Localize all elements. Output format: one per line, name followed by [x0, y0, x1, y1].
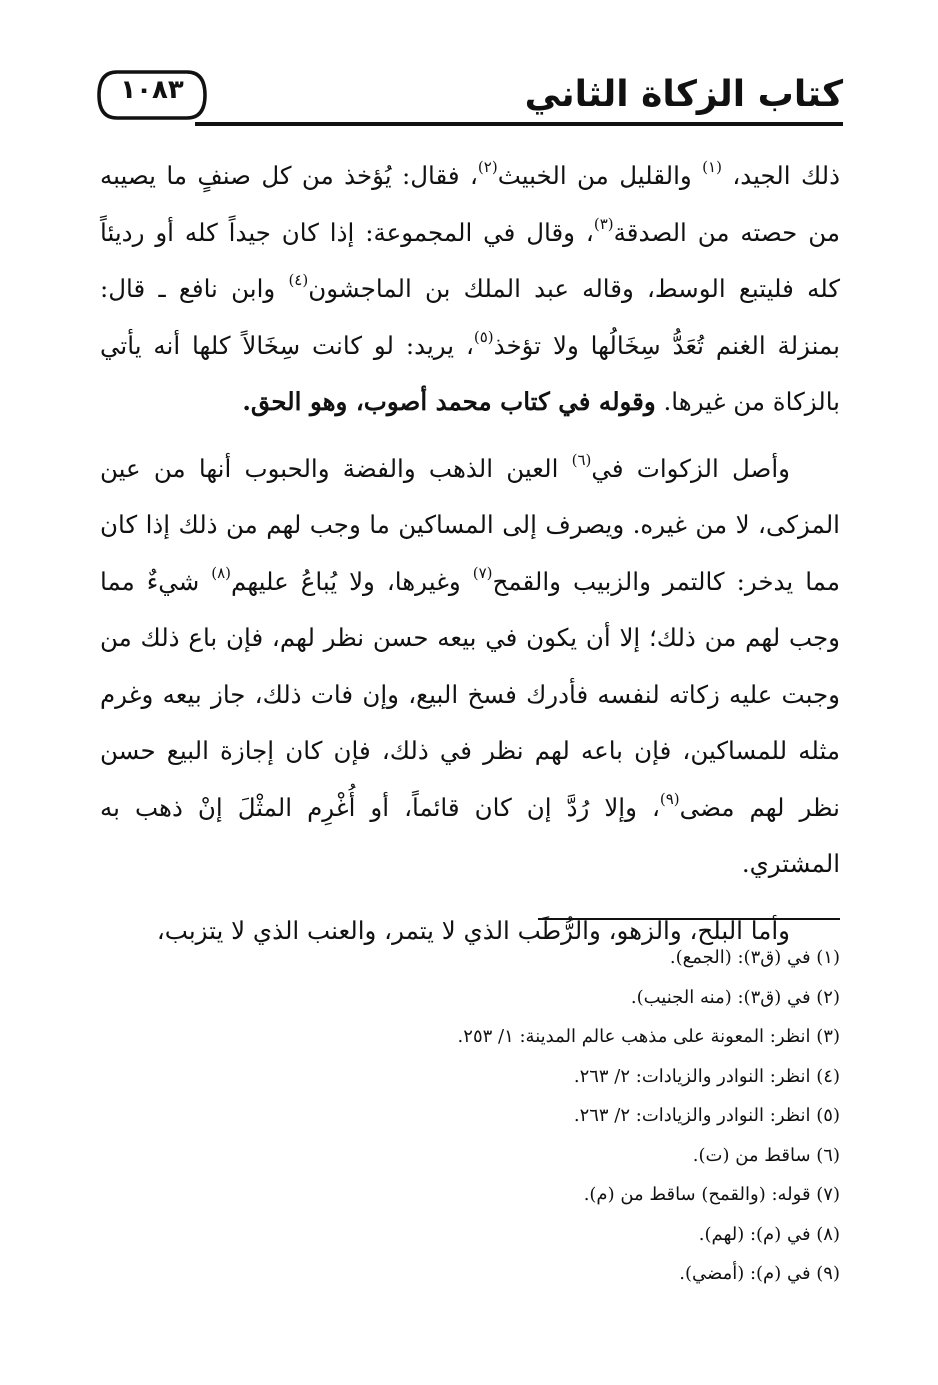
footnote: (٤) انظر: النوادر والزيادات: ٢/ ٢٦٣.: [573, 1065, 840, 1087]
footnote: (٧) قوله: (والقمح) ساقط من (م).: [583, 1184, 840, 1205]
text-run: وغيرها، ولا يُباعُ عليهم: [231, 566, 473, 596]
footnote-reference: (٢): [477, 158, 498, 176]
text-run: ذلك الجيد،: [721, 161, 840, 190]
footnote: (٦) ساقط من (ت).: [692, 1144, 840, 1166]
footnote-separator: [538, 918, 840, 920]
footnote-reference: (٣): [593, 214, 614, 233]
text-run: العين الذهب والفضة والحبوب أنها من عين المزكى، لا من غيره. ويصرف إلى المساكين ما وجب لهم من ذلك إذا كان مما يدخر: كالتمر والزبيب والقمح: [100, 453, 840, 596]
page-number: ١٠٨٣: [120, 75, 184, 105]
footnote-reference: (٤): [288, 271, 309, 289]
footnote: (٣) انظر: المعونة على مذهب عالم المدينة: ١/ ٢٥٣.: [457, 1026, 840, 1047]
footnotes: [300, 938, 840, 1294]
bold-text: وقوله في كتاب محمد أصوب، وهو الحق.: [242, 387, 656, 416]
text-run: شيءٌ مما وجب لهم من ذلك؛ إلا أن يكون في بيعه حسن نظر لهم، فإن باع ذلك من وجبت عليه زكاته لنفسه فأدرك فسخ البيع، وإن فات ذلك، جاز بيعه وغرم مثله للمساكين، فإن باعه لهم نظر في ذلك، فإن كان إجازة البيع حسن نظر لهم مضى: [100, 566, 840, 822]
page-header: [95, 62, 843, 142]
footnote-reference: (١): [702, 158, 722, 176]
footnote: (٩) في (م): (أمضي).: [679, 1263, 840, 1284]
header-rule: [195, 122, 843, 126]
book-title: كتاب الزكاة الثاني: [524, 74, 843, 115]
footnote-reference: (٧): [472, 563, 493, 582]
text-run: والقليل من الخبيث: [497, 161, 703, 190]
footnote: (١) في (ق٣): (الجمع).: [669, 947, 840, 968]
footnote-reference: (٨): [211, 563, 232, 582]
paragraph: [100, 148, 840, 431]
text-run: وابن نافع ـ قال: بمنزلة الغنم تُعَدُّ سِخَالُها ولا تؤخذ: [100, 274, 840, 360]
footnote-reference: (٥): [473, 327, 494, 346]
footnote-reference: (٩): [659, 789, 680, 808]
footnote: (٨) في (م): (لهم).: [698, 1223, 840, 1245]
footnote-reference: (٦): [571, 450, 592, 469]
footnote: (٢) في (ق٣): (منه الجنيب).: [630, 986, 840, 1008]
text-run: ، يريد: لو كانت سِخَالاً كلها أنه يأتي بالزكاة من غيرها.: [100, 330, 840, 416]
text-run: ، وقال في المجموعة: إذا كان جيداً كله أو رديئاً كله فليتبع الوسط، وقاله عبد الملك بن الماجشون: [100, 217, 841, 303]
footnote: (٥) انظر: النوادر والزيادات: ٢/ ٢٦٣.: [573, 1105, 840, 1126]
text-run: ، فقال: يُؤخذ من كل صنفٍ ما يصيبه من حصته من الصدقة: [100, 161, 840, 247]
text-run: وأما البلح، والزهو، والرُّطَب الذي لا يتمر، والعنب الذي لا يتزبب،: [156, 915, 790, 945]
paragraph: [100, 441, 840, 893]
body-text: [100, 148, 840, 959]
text-run: وأصل الزكوات في: [591, 453, 790, 483]
text-run: ، وإلا رُدَّ إن كان قائماً، أو أُغْرِم المثْلَ إنْ ذهب به المشتري.: [100, 792, 840, 878]
